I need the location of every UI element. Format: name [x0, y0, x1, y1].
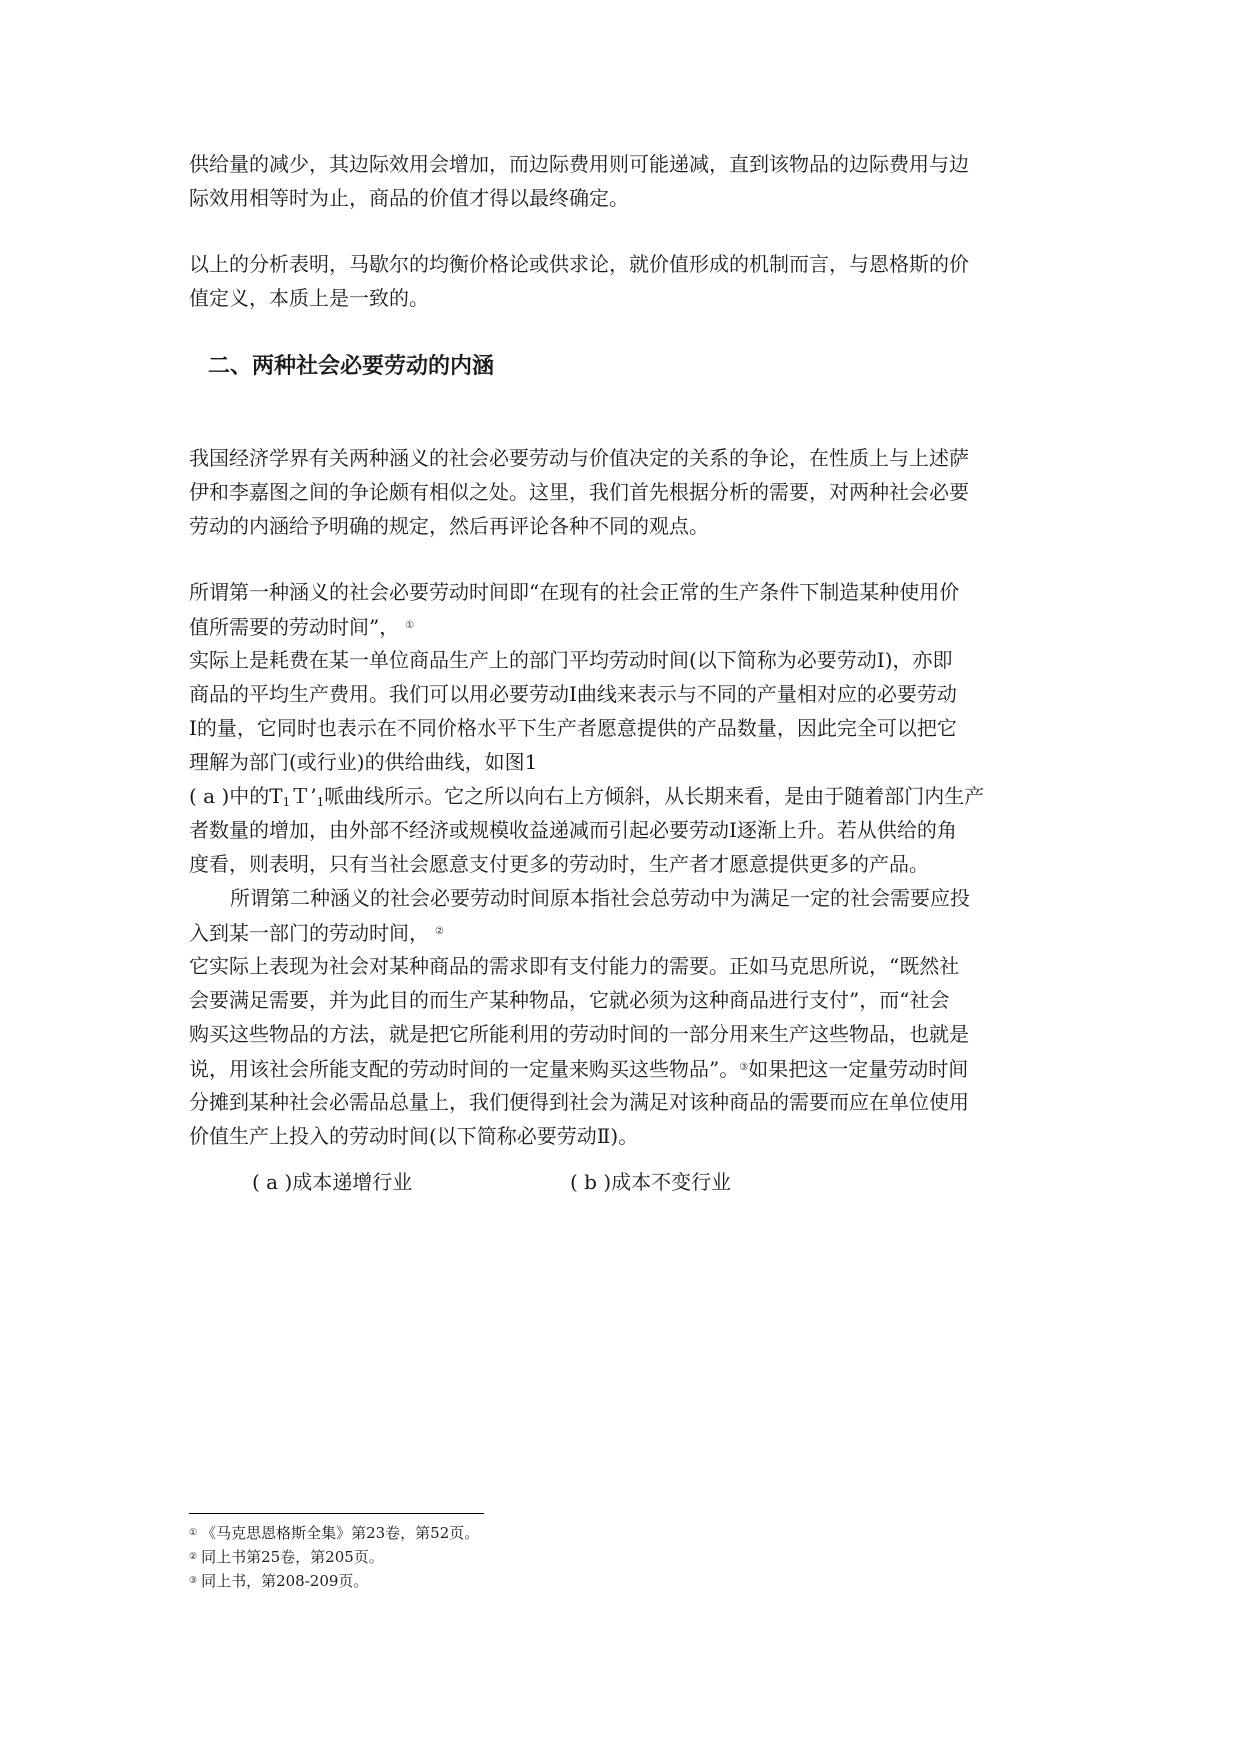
footnote-mark: ② [189, 1552, 198, 1562]
paragraph-line: 商品的平均生产费用。我们可以用必要劳动Ⅰ曲线来表示与不同的产量相对应的必要劳动 [189, 682, 957, 706]
paragraph-line: 分摊到某种社会必需品总量上，我们便得到社会为满足对该种商品的需要而应在单位使用 [189, 1090, 969, 1114]
paragraph-line: 际效用相等时为止，商品的价值才得以最终确定。 [189, 186, 629, 210]
subscript: 1 [316, 795, 325, 809]
footnote-mark: ③ [189, 1576, 198, 1586]
paragraph-line [189, 920, 444, 945]
figure-caption-a: ( a )成本递增行业 [252, 1170, 413, 1194]
footnote-text: 同上书第25卷，第205页。 [201, 1548, 384, 1566]
footnote-divider [189, 1513, 484, 1514]
paragraph-line: 以上的分析表明，马歇尔的均衡价格论或供求论，就价值形成的机制而言，与恩格斯的价 [189, 252, 969, 276]
paragraph-line: 者数量的增加，由外部不经济或规模收益递减而引起必要劳动Ⅰ逐渐上升。若从供给的角 [189, 818, 957, 842]
paragraph-line: 劳动的内涵给予明确的规定，然后再评论各种不同的观点。 [189, 514, 709, 538]
footnote-ref[interactable]: ① [405, 620, 415, 631]
paragraph-line: 实际上是耗费在某一单位商品生产上的部门平均劳动时间(以下简称为必要劳动Ⅰ)，亦即 [189, 648, 953, 672]
paragraph-line: 我国经济学界有关两种涵义的社会必要劳动与价值决定的关系的争论，在性质上与上述萨 [189, 446, 969, 470]
footnote [189, 1524, 479, 1542]
paragraph-line: 购买这些物品的方法，就是把它所能利用的劳动时间的一部分用来生产这些物品，也就是 [189, 1022, 969, 1046]
figure-caption-b: ( b )成本不变行业 [570, 1170, 732, 1194]
paragraph-text: ( a )中的T [189, 784, 283, 808]
section-heading: 二、两种社会必要劳动的内涵 [208, 353, 495, 379]
paragraph-line [189, 614, 414, 639]
footnote-text: 同上书，第208-209页。 [201, 1572, 369, 1590]
paragraph-line [189, 1056, 968, 1081]
paragraph-line: 价值生产上投入的劳动时间(以下简称必要劳动Ⅱ)。 [189, 1124, 639, 1148]
paragraph-text: 值所需要的劳动时间”， [189, 615, 400, 639]
footnote [189, 1572, 368, 1590]
paragraph-text: Ｔ’ [290, 784, 317, 808]
footnote [189, 1548, 384, 1566]
paragraph-line: 它实际上表现为社会对某种商品的需求即有支付能力的需要。正如马克思所说，“既然社 [189, 954, 960, 978]
paragraph-line: 所谓第二种涵义的社会必要劳动时间原本指社会总劳动中为满足一定的社会需要应投 [230, 886, 970, 910]
subscript: 1 [282, 795, 291, 809]
paragraph-line: Ⅰ的量，它同时也表示在不同价格水平下生产者愿意提供的产品数量，因此完全可以把它 [189, 716, 957, 740]
paragraph-line: 供给量的减少，其边际效用会增加，而边际费用则可能递减，直到该物品的边际费用与边 [189, 152, 969, 176]
paragraph-line: 理解为部门(或行业)的供给曲线，如图1 [189, 750, 538, 774]
footnote-ref[interactable]: ③ [739, 1062, 749, 1073]
paragraph-line: 所谓第一种涵义的社会必要劳动时间即“在现有的社会正常的生产条件下制造某种使用价 [189, 580, 960, 604]
paragraph-text: 说，用该社会所能支配的劳动时间的一定量来购买这些物品”。 [189, 1057, 740, 1081]
footnote-text: 《马克思恩格斯全集》第23卷，第52页。 [201, 1524, 480, 1542]
paragraph-line: 伊和李嘉图之间的争论颇有相似之处。这里，我们首先根据分析的需要，对两种社会必要 [189, 480, 969, 504]
paragraph-line: 度看，则表明，只有当社会愿意支付更多的劳动时，生产者才愿意提供更多的产品。 [189, 852, 929, 876]
footnote-ref[interactable]: ② [435, 926, 444, 937]
paragraph-text: 哌曲线所示。它之所以向右上方倾斜，从长期来看，是由于随着部门内生产 [324, 784, 985, 808]
paragraph-line [189, 784, 984, 814]
footnote-mark: ① [189, 1528, 198, 1538]
paragraph-line: 会要满足需要，并为此目的而生产某种物品，它就必须为这种商品进行支付”，而“社会 [189, 988, 950, 1012]
paragraph-text: 入到某一部门的劳动时间， [189, 921, 429, 945]
paragraph-line: 值定义，本质上是一致的。 [189, 286, 429, 310]
paragraph-text: 如果把这一定量劳动时间 [748, 1057, 969, 1081]
